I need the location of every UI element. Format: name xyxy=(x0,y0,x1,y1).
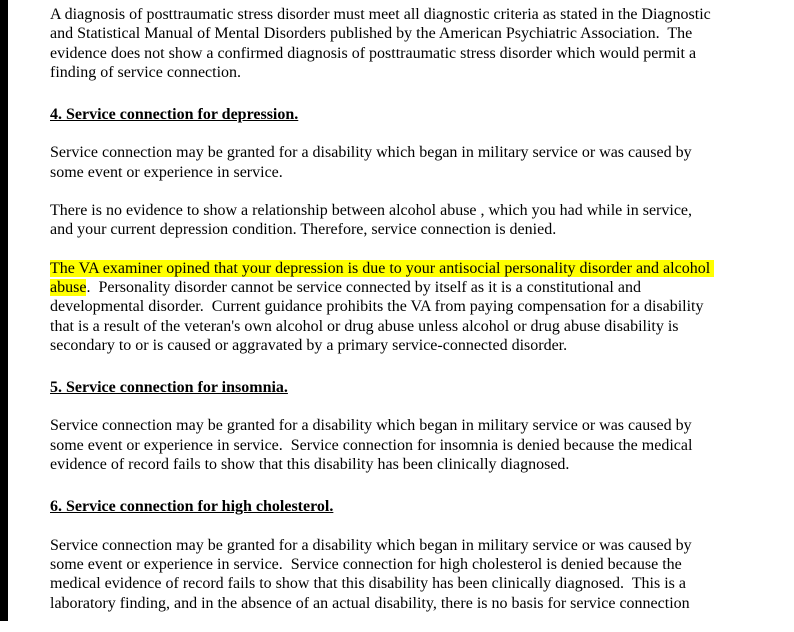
scan-edge-bar xyxy=(0,0,8,621)
highlighted-examiner-sentence: The VA examiner opined that your depression is due to your antisocial personality disorder and alcohol abuse xyxy=(50,259,715,296)
paragraph-no-evidence: There is no evidence to show a relationship between alcohol abuse , which you had while in service, and your current depression condition. Therefore, service connection is denied. xyxy=(50,202,697,239)
section-heading-insomnia: 5. Service connection for insomnia. xyxy=(50,379,288,397)
document-page xyxy=(50,5,713,632)
section-heading-cholesterol: 6. Service connection for high cholesterol. xyxy=(50,498,334,516)
paragraph-ptsd-criteria: A diagnosis of posttraumatic stress disorder must meet all diagnostic criteria as stated in the Diagnostic and Statistical Manual of Mental Disorders published by the American Psychiatric Association. The evidence does not show a confirmed diagnosis of posttraumatic stress disorder which would permit a finding of service connection. xyxy=(50,6,715,81)
paragraph-grant-rule-depression: Service connection may be granted for a disability which began in military service or was caused by some event or experience in service. xyxy=(50,144,696,181)
paragraph-insomnia: Service connection may be granted for a disability which began in military service or was caused by some event or experience in service. Service connection for insomnia is denied because the medical evidence of record fails to show that this disability has been clinically diagnosed. xyxy=(50,417,697,474)
paragraph-examiner-opinion xyxy=(50,259,713,355)
section-heading-depression: 4. Service connection for depression. xyxy=(50,106,299,124)
examiner-paragraph-rest: . Personality disorder cannot be service connected by itself as it is a constitutional and developmental disorder. Current guidance prohibits the VA from paying compensation for a disability that is a result of the veteran's own alcohol or drug abuse unless alcohol or drug abuse disability is secondary to or is caused or aggravated by a primary service-connected disorder. xyxy=(50,278,708,354)
paragraph-cholesterol: Service connection may be granted for a disability which began in military service or was caused by some event or experience in service. Service connection for high cholesterol is denied because the medical evidence of record fails to show that this disability has been clinically diagnosed. This is a laboratory finding, and in the absence of an actual disability, there is no basis for service connection xyxy=(50,536,696,612)
